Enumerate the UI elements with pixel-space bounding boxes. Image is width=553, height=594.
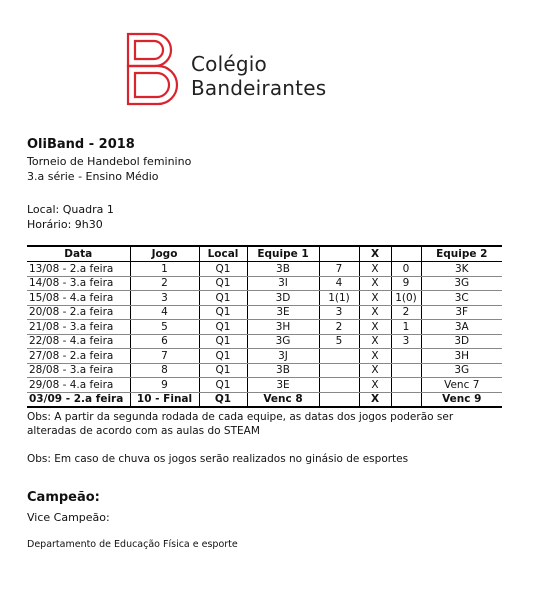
cell-team-2: 3G bbox=[421, 276, 502, 291]
cell-score-2: 0 bbox=[391, 262, 421, 277]
header-score-1 bbox=[319, 246, 359, 262]
cell-team-1: 3E bbox=[247, 378, 319, 393]
time: Horário: 9h30 bbox=[27, 218, 103, 231]
cell-team-1: 3I bbox=[247, 276, 319, 291]
cell-date: 21/08 - 3.a feira bbox=[27, 320, 130, 335]
cell-team-2: 3F bbox=[421, 305, 502, 320]
cell-local: Q1 bbox=[199, 363, 247, 378]
cell-local: Q1 bbox=[199, 334, 247, 349]
note-rain: Obs: Em caso de chuva os jogos serão realizados no ginásio de esportes bbox=[27, 453, 409, 465]
cell-team-2: 3A bbox=[421, 320, 502, 335]
cell-local: Q1 bbox=[199, 262, 247, 277]
department-name: Departamento de Educação Física e esporte bbox=[27, 539, 238, 550]
cell-score-2 bbox=[391, 378, 421, 393]
cell-versus: X bbox=[359, 305, 391, 320]
cell-game: 10 - Final bbox=[130, 392, 199, 407]
cell-team-2: 3H bbox=[421, 349, 502, 364]
cell-versus: X bbox=[359, 291, 391, 306]
cell-local: Q1 bbox=[199, 349, 247, 364]
note-schedule-line-1: Obs: A partir da segunda rodada de cada equipe, as datas dos jogos poderão ser bbox=[27, 411, 454, 423]
cell-team-2: 3K bbox=[421, 262, 502, 277]
table-row bbox=[27, 305, 502, 320]
table-row bbox=[27, 320, 502, 335]
cell-versus: X bbox=[359, 320, 391, 335]
cell-date: 15/08 - 4.a feira bbox=[27, 291, 130, 306]
header-game: Jogo bbox=[130, 246, 199, 262]
cell-score-1: 2 bbox=[319, 320, 359, 335]
cell-team-1: Venc 8 bbox=[247, 392, 319, 407]
cell-versus: X bbox=[359, 349, 391, 364]
school-logo bbox=[125, 32, 335, 112]
cell-date: 03/09 - 2.a feira bbox=[27, 392, 130, 407]
table-row bbox=[27, 276, 502, 291]
cell-team-2: Venc 7 bbox=[421, 378, 502, 393]
cell-team-1: 3B bbox=[247, 363, 319, 378]
cell-score-1 bbox=[319, 349, 359, 364]
table-row bbox=[27, 334, 502, 349]
table-row bbox=[27, 291, 502, 306]
table-row bbox=[27, 349, 502, 364]
cell-score-2: 9 bbox=[391, 276, 421, 291]
document-title: OliBand - 2018 bbox=[27, 137, 135, 152]
cell-team-2: 3G bbox=[421, 363, 502, 378]
cell-score-1: 5 bbox=[319, 334, 359, 349]
cell-local: Q1 bbox=[199, 392, 247, 407]
table-row bbox=[27, 378, 502, 393]
venue: Local: Quadra 1 bbox=[27, 203, 114, 216]
cell-local: Q1 bbox=[199, 305, 247, 320]
cell-date: 14/08 - 3.a feira bbox=[27, 276, 130, 291]
cell-date: 13/08 - 2.a feira bbox=[27, 262, 130, 277]
champion-label: Campeão: bbox=[27, 490, 100, 505]
grade-level: 3.a série - Ensino Médio bbox=[27, 170, 159, 183]
logo-line-2: Bandeirantes bbox=[191, 76, 327, 100]
table-row bbox=[27, 262, 502, 277]
cell-score-2 bbox=[391, 349, 421, 364]
cell-local: Q1 bbox=[199, 291, 247, 306]
cell-score-2: 1(0) bbox=[391, 291, 421, 306]
cell-score-2 bbox=[391, 363, 421, 378]
cell-versus: X bbox=[359, 334, 391, 349]
cell-local: Q1 bbox=[199, 276, 247, 291]
cell-team-1: 3G bbox=[247, 334, 319, 349]
note-schedule-line-2: alteradas de acordo com as aulas do STEAM bbox=[27, 425, 260, 437]
cell-local: Q1 bbox=[199, 320, 247, 335]
header-team-1: Equipe 1 bbox=[247, 246, 319, 262]
cell-local: Q1 bbox=[199, 378, 247, 393]
logo-text bbox=[191, 52, 326, 100]
tournament-name: Torneio de Handebol feminino bbox=[27, 155, 192, 168]
cell-date: 29/08 - 4.a feira bbox=[27, 378, 130, 393]
cell-team-1: 3D bbox=[247, 291, 319, 306]
cell-score-1: 3 bbox=[319, 305, 359, 320]
cell-score-1: 4 bbox=[319, 276, 359, 291]
bandeirantes-b-icon bbox=[125, 32, 181, 108]
cell-versus: X bbox=[359, 262, 391, 277]
header-date: Data bbox=[27, 246, 130, 262]
vice-champion-label: Vice Campeão: bbox=[27, 511, 110, 524]
cell-score-2: 1 bbox=[391, 320, 421, 335]
cell-date: 20/08 - 2.a feira bbox=[27, 305, 130, 320]
cell-date: 27/08 - 2.a feira bbox=[27, 349, 130, 364]
cell-score-1 bbox=[319, 392, 359, 407]
cell-date: 22/08 - 4.a feira bbox=[27, 334, 130, 349]
cell-game: 6 bbox=[130, 334, 199, 349]
cell-game: 9 bbox=[130, 378, 199, 393]
cell-game: 1 bbox=[130, 262, 199, 277]
cell-score-2: 2 bbox=[391, 305, 421, 320]
games-table bbox=[27, 245, 502, 408]
cell-team-1: 3J bbox=[247, 349, 319, 364]
cell-date: 28/08 - 3.a feira bbox=[27, 363, 130, 378]
cell-score-1: 1(1) bbox=[319, 291, 359, 306]
table-row bbox=[27, 363, 502, 378]
table-header-row bbox=[27, 246, 502, 262]
cell-game: 3 bbox=[130, 291, 199, 306]
header-team-2: Equipe 2 bbox=[421, 246, 502, 262]
cell-game: 8 bbox=[130, 363, 199, 378]
cell-versus: X bbox=[359, 378, 391, 393]
header-local: Local bbox=[199, 246, 247, 262]
cell-team-2: 3D bbox=[421, 334, 502, 349]
cell-game: 4 bbox=[130, 305, 199, 320]
header-versus: X bbox=[359, 246, 391, 262]
cell-versus: X bbox=[359, 363, 391, 378]
logo-line-1: Colégio bbox=[191, 52, 267, 76]
cell-versus: X bbox=[359, 276, 391, 291]
cell-score-1 bbox=[319, 378, 359, 393]
cell-game: 7 bbox=[130, 349, 199, 364]
header-score-2 bbox=[391, 246, 421, 262]
cell-team-1: 3H bbox=[247, 320, 319, 335]
cell-team-1: 3B bbox=[247, 262, 319, 277]
cell-score-2: 3 bbox=[391, 334, 421, 349]
cell-team-2: Venc 9 bbox=[421, 392, 502, 407]
table-row bbox=[27, 392, 502, 407]
cell-score-2 bbox=[391, 392, 421, 407]
cell-team-1: 3E bbox=[247, 305, 319, 320]
note-schedule bbox=[27, 410, 453, 438]
cell-team-2: 3C bbox=[421, 291, 502, 306]
cell-score-1 bbox=[319, 363, 359, 378]
cell-game: 5 bbox=[130, 320, 199, 335]
cell-game: 2 bbox=[130, 276, 199, 291]
cell-score-1: 7 bbox=[319, 262, 359, 277]
cell-versus: X bbox=[359, 392, 391, 407]
